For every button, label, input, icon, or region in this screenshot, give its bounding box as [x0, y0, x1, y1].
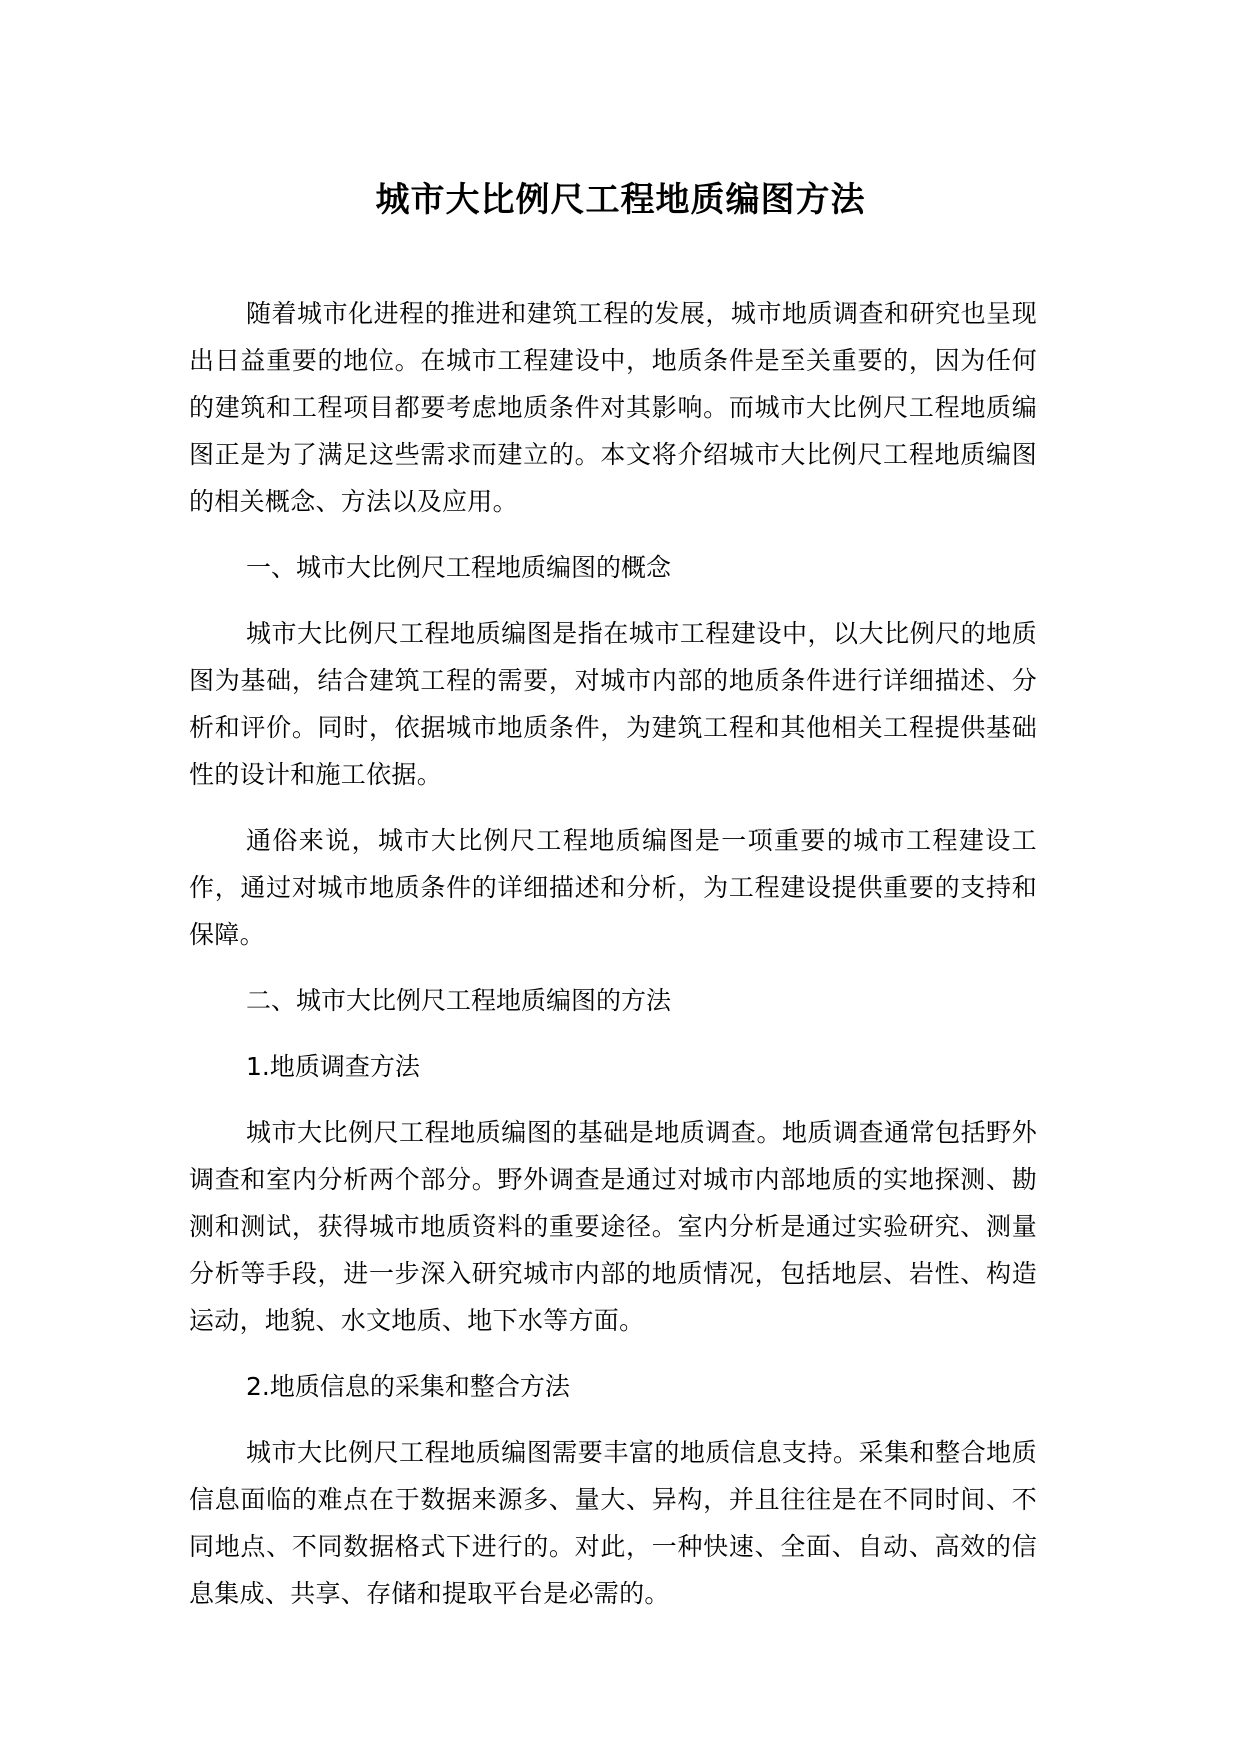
paragraph-intro: 随着城市化进程的推进和建筑工程的发展，城市地质调查和研究也呈现出日益重要的地位。在城市工程建设中，地质条件是至关重要的，因为任何的建筑和工程项目都要考虑地质条件对其影响。而城市大比例尺工程地质编图正是为了满足这些需求而建立的。本文将介绍城市大比例尺工程地质编图的相关概念、方法以及应用。: [189, 299, 1037, 516]
document-title: 城市大比例尺工程地质编图方法: [375, 180, 866, 220]
paragraph-survey: 城市大比例尺工程地质编图的基础是地质调查。地质调查通常包括野外调查和室内分析两个部分。野外调查是通过对城市内部地质的实地探测、勘测和测试，获得城市地质资料的重要途径。室内分析是通过实验研究、测量分析等手段，进一步深入研究城市内部的地质情况，包括地层、岩性、构造运动，地貌、水文地质、地下水等方面。: [189, 1118, 1037, 1335]
section-heading-methods: 二、城市大比例尺工程地质编图的方法: [246, 986, 672, 1015]
paragraph-concept-definition: 城市大比例尺工程地质编图是指在城市工程建设中，以大比例尺的地质图为基础，结合建筑工程的需要，对城市内部的地质条件进行详细描述、分析和评价。同时，依据城市地质条件，为建筑工程和其他相关工程提供基础性的设计和施工依据。: [189, 619, 1037, 789]
subsection-heading-information: 2.地质信息的采集和整合方法: [246, 1372, 570, 1401]
section-heading-concept: 一、城市大比例尺工程地质编图的概念: [246, 553, 672, 582]
paragraph-concept-plain: 通俗来说，城市大比例尺工程地质编图是一项重要的城市工程建设工作，通过对城市地质条件的详细描述和分析，为工程建设提供重要的支持和保障。: [189, 826, 1037, 949]
paragraph-information: 城市大比例尺工程地质编图需要丰富的地质信息支持。采集和整合地质信息面临的难点在于数据来源多、量大、异构，并且往往是在不同时间、不同地点、不同数据格式下进行的。对此，一种快速、全面、自动、高效的信息集成、共享、存储和提取平台是必需的。: [189, 1438, 1037, 1608]
subsection-heading-survey: 1.地质调查方法: [246, 1052, 420, 1081]
document-body: [189, 290, 1037, 1636]
